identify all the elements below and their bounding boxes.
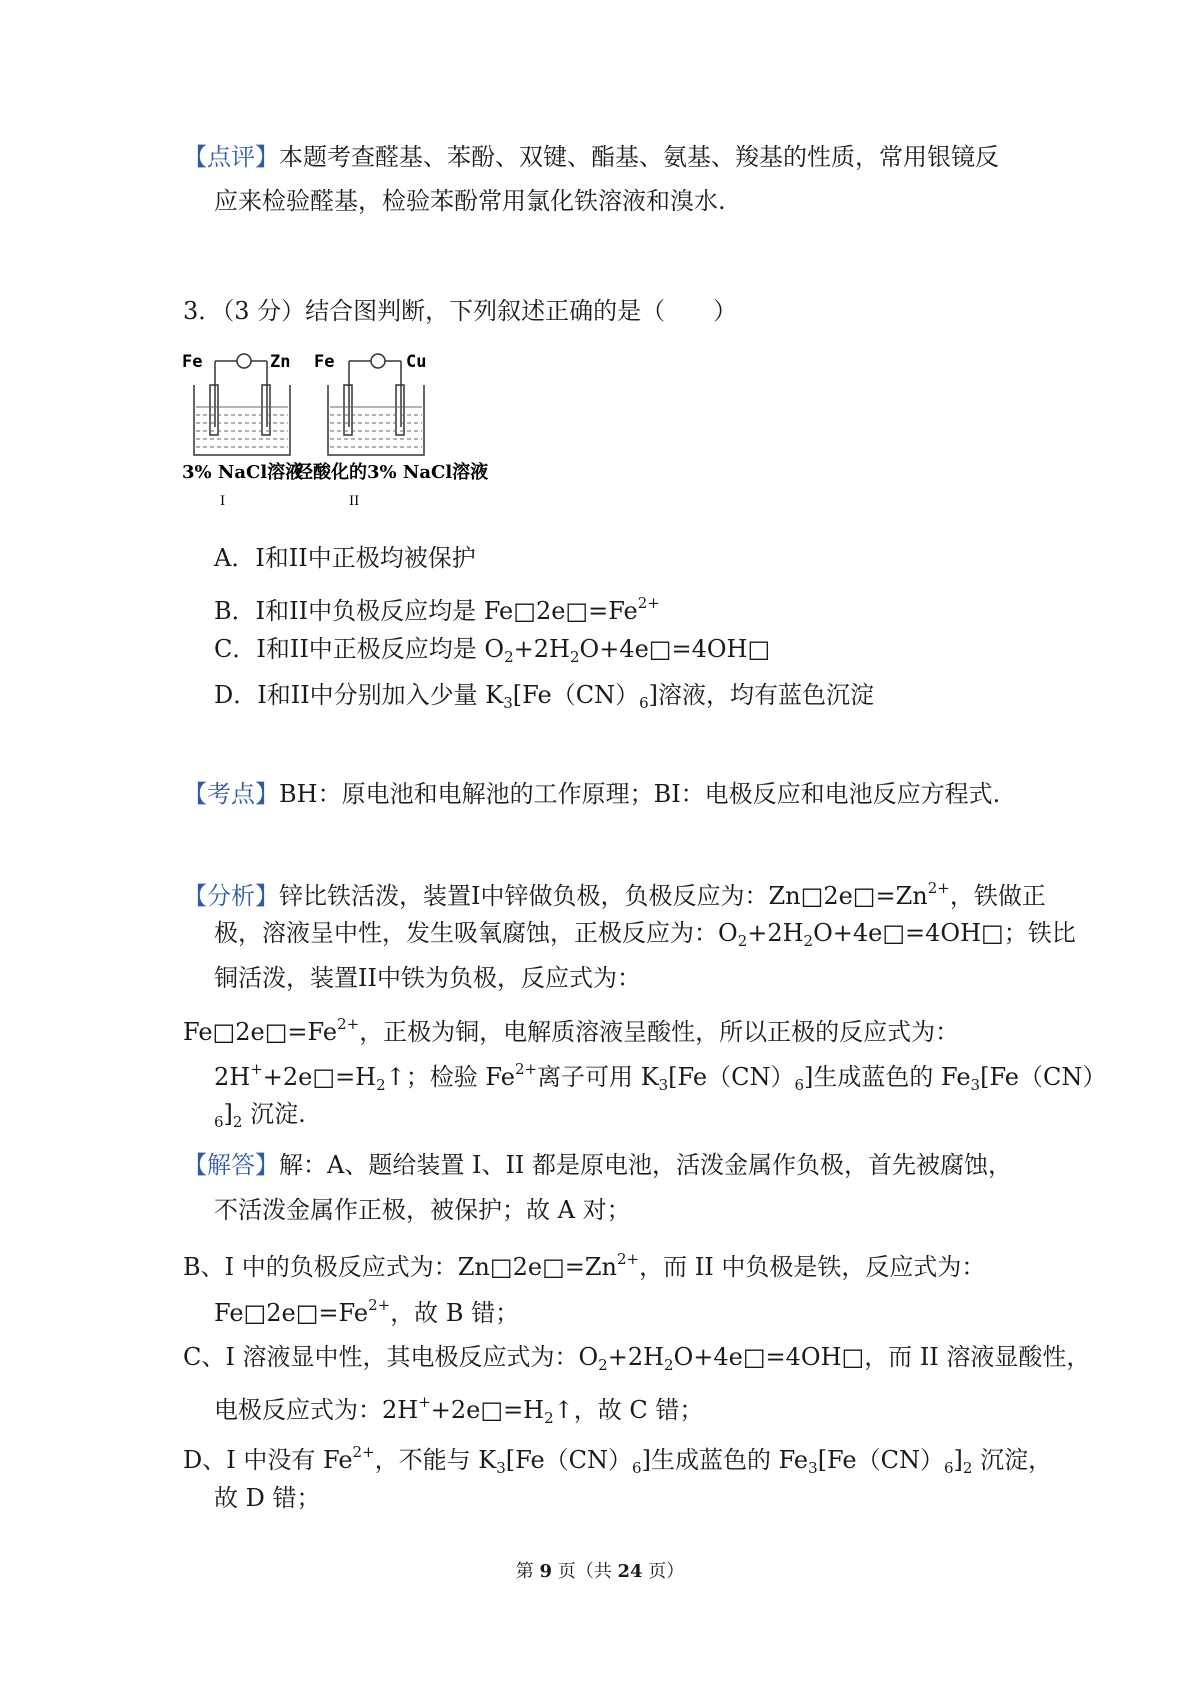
analysis-text: ↑；检验 Fe [385,1063,515,1091]
answer-text: C、I 溶液显中性，其电极反应式为：O [183,1343,599,1371]
answer-text: =Fe [318,1299,369,1327]
cell-1-right-electrode: Zn [270,352,291,372]
answer-text: ，而 II 中负极是铁，反应式为： [639,1253,986,1281]
minus-glyph: □ [295,1299,319,1327]
footer-text: 第 [515,1561,540,1582]
answer-text: O+4e [673,1343,743,1371]
page-number: 9 [539,1561,552,1582]
cell-2-numeral: II [349,494,360,509]
cell-2-solution-label: 经酸化的3% NaCl溶液 [295,462,489,483]
charge-superscript: + [250,1060,263,1078]
answer-text: ，而 II 溶液显酸性， [864,1343,1091,1371]
charge-superscript: 2+ [514,1060,538,1078]
minus-glyph: □ [742,1343,766,1371]
answer-text: D、I 中没有 Fe [183,1446,353,1474]
minus-glyph: □ [882,919,906,947]
analysis-text: O+4e [813,919,883,947]
analysis-text: =Fe [287,1018,338,1046]
subscript: 3 [503,694,513,712]
answer-text: 2e [266,1299,296,1327]
option-d-text-3: ]溶液，均有蓝色沉淀 [648,681,874,709]
analysis-text: 离子可用 K [537,1063,659,1091]
answer-text: 2e [512,1253,543,1281]
option-d-text-2: [Fe（CN） [512,681,640,709]
minus-glyph: □ [212,1018,236,1046]
analysis-text: 锌比铁活泼，装置I中锌做负极，负极反应为：Zn [279,882,801,910]
cell-1-solution-label: 3% NaCl溶液 [182,462,304,483]
answer-text: +2e [430,1396,481,1424]
question-stem: 3．（3 分）结合图判断，下列叙述正确的是（ ） [183,297,738,325]
minus-glyph: □ [264,1018,288,1046]
charge-superscript: 2+ [637,594,660,612]
minus-glyph: □ [565,597,589,625]
charge-superscript: 2+ [337,1015,360,1033]
minus-glyph: □ [841,1343,865,1371]
analysis-line-4 [183,1009,959,1047]
minus-glyph: □ [648,635,672,663]
charge-superscript: + [418,1393,431,1411]
analysis-text: 2e [823,882,853,910]
subscript: 2 [232,1113,243,1131]
answer-tag: 【解答】 [183,1151,279,1179]
subscript: 2 [664,1356,674,1374]
analysis-text: ] [223,1100,233,1128]
answer-text: 电极反应式为：2H [214,1396,419,1424]
analysis-text: +2e [262,1063,313,1091]
subscript: 6 [794,1076,804,1094]
charge-superscript: 2+ [617,1250,640,1268]
option-d [214,680,874,718]
answer-line-3 [183,1244,985,1282]
subscript: 2 [737,932,748,950]
analysis-line-5 [214,1054,1106,1100]
option-c-text-2: +2H [513,635,570,663]
cell-2-left-electrode: Fe [314,352,335,372]
answer-text: B、I 中的负极反应式为：Zn [183,1253,490,1281]
page-footer [0,1557,1200,1583]
analysis-line-6 [214,1099,306,1137]
cell-2-right-electrode: Cu [406,352,427,372]
minus-glyph: □ [243,1299,267,1327]
points-tag: 【考点】 [183,780,279,808]
page-total: 24 [617,1561,643,1582]
footer-text: 页） [642,1561,685,1582]
minus-glyph: □ [747,635,771,663]
points-line [183,779,1000,809]
subscript: 3 [496,1459,506,1477]
answer-text: [Fe（CN） [505,1446,633,1474]
analysis-text: [Fe（CN） [980,1063,1107,1091]
analysis-text: [Fe（CN） [668,1063,795,1091]
subscript: 3 [658,1076,669,1094]
points-text: BH：原电池和电解池的工作原理；BI：电极反应和电池反应方程式. [279,780,1001,808]
analysis-text: 沉淀. [242,1100,306,1128]
answer-line-5 [183,1342,1090,1380]
cell-1-left-electrode: Fe [182,352,203,372]
analysis-text: =Zn [875,882,928,910]
subscript: 2 [962,1459,973,1477]
subscript: 3 [808,1459,818,1477]
answer-text: Fe [214,1299,244,1327]
analysis-text: =H [335,1063,377,1091]
analysis-text: +2H [747,919,804,947]
answer-text: =H [503,1396,545,1424]
answer-text: ] [953,1446,963,1474]
minus-glyph: □ [852,882,876,910]
analysis-line-2 [214,918,1076,956]
option-b-text-2: 2e [535,597,566,625]
answer-text: ，故 B 错； [390,1299,520,1327]
subscript: 2 [598,1356,608,1374]
option-c-text-1: C．I和II中正极反应均是 O [214,635,505,663]
analysis-text: ，铁做正 [949,882,1046,910]
analysis-tag: 【分析】 [183,882,279,910]
analysis-text: ]生成蓝色的 Fe [804,1063,971,1091]
option-b-text-1: B．I和II中负极反应均是 Fe [214,597,514,625]
answer-text: =Zn [564,1253,617,1281]
subscript: 2 [803,932,814,950]
answer-text: [Fe（CN） [817,1446,944,1474]
charge-superscript: 2+ [368,1296,391,1314]
option-c-text-4: =4OH [671,635,748,663]
analysis-text: =4OH [905,919,982,947]
option-c-text-3: O+4e [579,635,649,663]
subscript: 6 [639,694,649,712]
charge-superscript: 2+ [352,1443,375,1461]
review-line-1 [183,142,999,172]
subscript: 3 [970,1076,981,1094]
option-d-text-1: D．I和II中分别加入少量 K [214,681,504,709]
review-tag: 【点评】 [183,143,279,171]
answer-text: =4OH [765,1343,842,1371]
minus-glyph: □ [981,919,1004,947]
minus-glyph: □ [489,1253,513,1281]
review-text-1: 本题考查醛基、苯酚、双键、酯基、氨基、羧基的性质，常用银镜反 [279,143,999,171]
minus-glyph: □ [513,597,536,625]
footer-text: 页（共 [552,1561,618,1582]
answer-text: ]生成蓝色的 Fe [641,1446,809,1474]
electrochemical-cells-figure [182,345,497,510]
answer-text: ，不能与 K [374,1446,497,1474]
subscript: 6 [632,1459,642,1477]
subscript: 6 [943,1459,954,1477]
answer-text: +2H [607,1343,665,1371]
answer-line-8: 故 D 错； [214,1484,321,1512]
analysis-text: ，正极为铜，电解质溶液呈酸性，所以正极的反应式为： [359,1018,960,1046]
answer-line-7 [183,1437,1052,1483]
minus-glyph: □ [312,1063,336,1091]
minus-glyph: □ [480,1396,504,1424]
subscript: 6 [214,1113,224,1131]
subscript: 2 [544,1409,554,1427]
minus-glyph: □ [542,1253,565,1281]
analysis-line-3: 铜活泼，装置II中铁为负极，反应式为： [214,964,641,992]
subscript: 2 [376,1076,386,1094]
answer-line-4 [214,1290,519,1328]
answer-text: 解：A、题给装置 I、II 都是原电池，活泼金属作负极，首先被腐蚀， [279,1151,1013,1179]
charge-superscript: 2+ [927,879,950,897]
subscript: 2 [569,648,580,666]
answer-line-6 [214,1387,703,1433]
analysis-text: 2H [214,1063,251,1091]
analysis-text: ；铁比 [1003,919,1076,947]
subscript: 2 [504,648,514,666]
analysis-line-1 [183,873,1046,911]
answer-line-2: 不活泼金属作正极，被保护；故 A 对； [214,1196,631,1224]
cell-1-numeral: I [220,494,226,509]
answer-text: 沉淀， [972,1446,1053,1474]
answer-line-1 [183,1150,1012,1180]
option-b [214,588,660,626]
option-a: A．I和II中正极均被保护 [214,544,476,572]
option-b-text-3: =Fe [588,597,638,625]
minus-glyph: □ [800,882,824,910]
option-c [214,634,770,672]
analysis-text: 极，溶液呈中性，发生吸氧腐蚀，正极反应为：O [214,919,738,947]
review-line-2: 应来检验醛基，检验苯酚常用氯化铁溶液和溴水. [214,187,726,215]
answer-text: ↑，故 C 错； [553,1396,704,1424]
analysis-text: 2e [235,1018,265,1046]
analysis-text: Fe [183,1018,213,1046]
